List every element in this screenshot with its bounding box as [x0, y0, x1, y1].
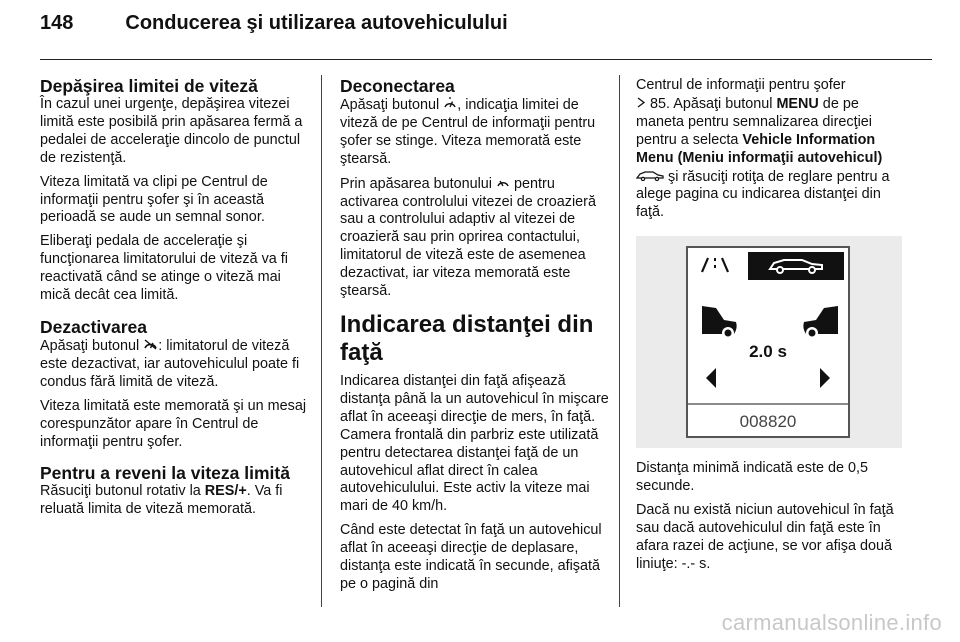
cruise-control-icon [496, 175, 510, 193]
arrow-right-icon [820, 368, 830, 388]
selected-tab [748, 252, 844, 280]
chapter-title: Conducerea şi utilizarea autovehiculului [125, 12, 508, 34]
paragraph: Dacă nu există niciun autovehicul în faţă sau dacă autovehiculul din faţă este în afara razei de acţiune, se vor afişa două liniuţe: -.- s. [636, 502, 894, 572]
paragraph: Când este detectat în faţă un autovehicul aflat în aceeaşi direcţie de deplasare, distanţa este indicată în secunde, afişată pe o pagină din [340, 522, 602, 592]
column-2 [340, 76, 612, 600]
header-rule [40, 59, 932, 60]
arrow-ref-icon [636, 95, 646, 113]
lane-icon [702, 258, 728, 272]
paragraph: Prin apăsarea butonului pentru activarea controlului vitezei de croazieră sau a controlului adaptiv al vitezei de croazieră sau prin oprirea contactului, limitatorul de viteză este de asemenea dezactivat, iar viteza memorată este ştearsă. [340, 175, 596, 300]
gap-value: 2.0 s [749, 342, 787, 362]
rear-car-icon [702, 306, 737, 339]
menu-name-label: Vehicle Information Menu (Meniu informaţii autovehicul) [636, 131, 883, 166]
odometer-value: 008820 [739, 412, 797, 432]
speed-limiter-icon [443, 96, 457, 114]
paragraph: Centrul de informaţii pentru şofer 85. Apăsaţi butonul MENU de pe maneta pentru semnalizarea direcţiei pentru a selecta Vehicle Information Menu (Meniu informaţii autovehicul) şi răsuciţi rotiţa de reglare pentru a alege pagina cu indicarea distanţei din faţă. [636, 77, 890, 221]
paragraph: Eliberaţi pedala de acceleraţie şi funcţionarea limitatorului de viteză va fi reactivată când se atinge o viteză mai mică decât cea limită. [40, 233, 288, 304]
paragraph: Viteza limitată este memorată şi un mesaj corespunzător apare în Centrul de informaţii pentru şofer. [40, 397, 307, 450]
paragraph: Indicarea distanţei din faţă afişează distanţa până la un autovehicul în mişcare aflat în aceeaşi direcţie de mers, în faţă. Camera frontală din parbriz este utilizată pentru detectarea distanţei faţă de un autovehicul aflat direct în calea autovehiculului. Este activ la viteze mai mari de 40 km/h. [340, 372, 609, 515]
res-label: RES/+ [204, 483, 247, 500]
paragraph: Distanţa minimă indicată este de 0,5 secunde. [636, 460, 868, 495]
paragraph: Răsuciţi butonul rotativ la RES/+. Va fi reluată limita de viteză memorată. [40, 483, 283, 518]
heading-deactivation: Dezactivarea [40, 316, 148, 337]
watermark: carmanualsonline.info [721, 610, 942, 635]
column-1 [40, 76, 312, 525]
paragraph: În cazul unei urgenţe, depăşirea vitezei limită este posibilă prin apăsarea fermă a pedalei de acceleraţie dincolo de punctul de rezistenţă. [40, 96, 303, 166]
page-header [40, 12, 920, 35]
arrow-left-icon [706, 368, 716, 388]
heading-disconnect: Deconectarea [340, 76, 455, 96]
column-3 [636, 77, 908, 580]
paragraph: Viteza limitată va clipi pe Centrul de informaţii pentru şofer şi în această perioadă se aude un semnal sonor. [40, 173, 268, 226]
display-screen [686, 246, 850, 438]
page-reference[interactable]: 85 [650, 95, 667, 112]
speed-limiter-off-icon [143, 337, 158, 355]
menu-label: MENU [776, 95, 819, 112]
heading-exceeding-limit: Depăşirea limitei de viteză [40, 76, 258, 96]
column-divider [619, 75, 620, 607]
front-car-icon [803, 306, 838, 339]
heading-return-to-limit: Pentru a reveni la viteza limită [40, 463, 290, 484]
distance-display-illustration [636, 236, 902, 448]
heading-distance-indication: Indicarea distanţei din faţă [340, 310, 594, 366]
paragraph: Apăsaţi butonul , indicaţia limitei de viteză de pe Centrul de informaţii pentru şofer se stinge. Viteza memorată este ştearsă. [340, 97, 596, 167]
paragraph: Apăsaţi butonul : limitatorul de viteză este dezactivat, iar autovehiculul poate fi condus fără limită de viteză. [40, 337, 300, 390]
column-divider [321, 75, 322, 607]
car-icon [636, 168, 664, 186]
page-number: 148 [40, 12, 74, 34]
